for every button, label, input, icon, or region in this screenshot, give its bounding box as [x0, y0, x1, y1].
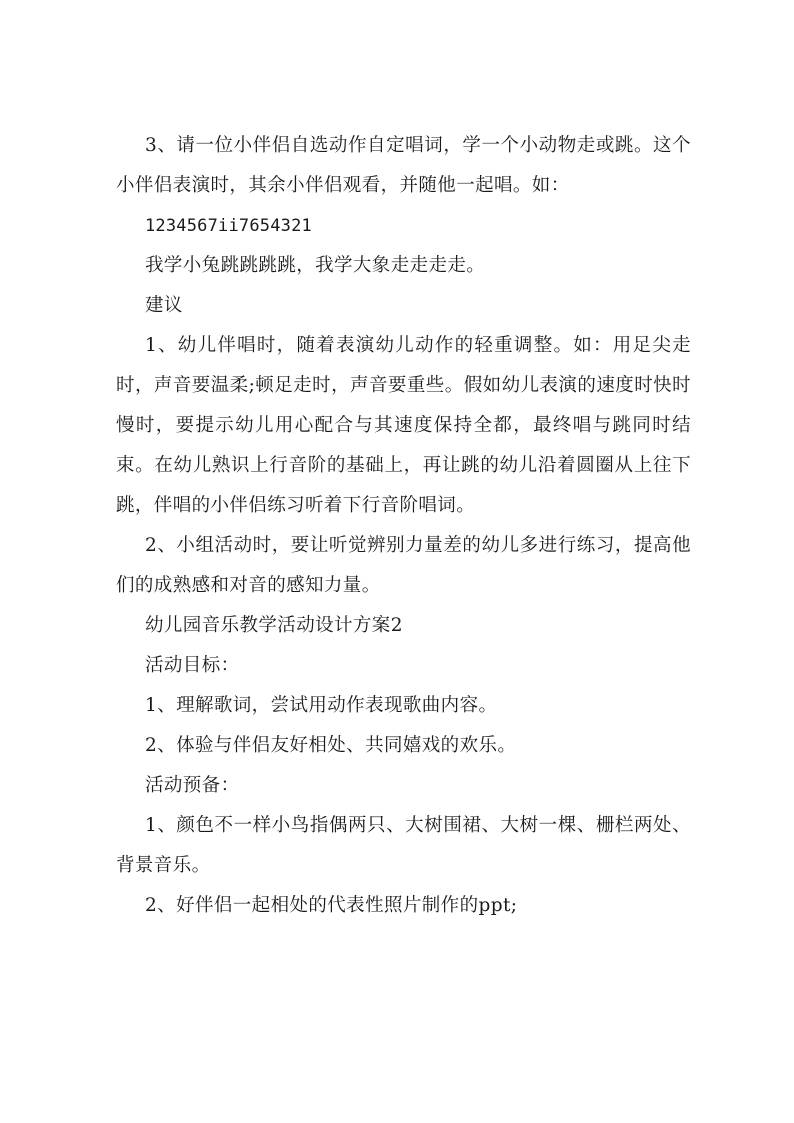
- paragraph-notation: 1234567ii7654321: [145, 216, 312, 236]
- paragraph-suggestion-1: 1、幼儿伴唱时，随着表演幼儿动作的轻重调整。如：用足尖走时，声音要温柔;顿足走时，声音要重些。假如幼儿表演的速度时快时慢时，要提示幼儿用心配合与其速度保持全都，最终唱与跳同时结束。在幼儿熟识上行音阶的基础上，再让跳的幼儿沿着圆圈从上往下跳，伴唱的小伴侣练习听着下行音阶唱词。: [116, 335, 691, 516]
- heading-suggestions: 建议: [145, 295, 183, 316]
- document-body: [116, 126, 691, 926]
- paragraph-objective-2: 2、体验与伴侣友好相处、共同嬉戏的欢乐。: [145, 735, 517, 756]
- paragraph-objective-1: 1、理解歌词，尝试用动作表现歌曲内容。: [145, 695, 498, 716]
- paragraph-suggestion-2: 2、小组活动时，要让听觉辨别力量差的幼儿多进行练习，提高他们的成熟感和对音的感知力量。: [116, 535, 691, 596]
- paragraph-preparation-2: 2、好伴侣一起相处的代表性照片制作的ppt;: [145, 895, 518, 916]
- paragraph-lyrics: 我学小兔跳跳跳跳，我学大象走走走走。: [145, 255, 486, 276]
- heading-preparation: 活动预备：: [145, 775, 240, 796]
- paragraph-activity-3: 3、请一位小伴侣自选动作自定唱词，学一个小动物走或跳。这个小伴侣表演时，其余小伴侣观看，并随他一起唱。如：: [116, 135, 691, 196]
- heading-plan-2: 幼儿园音乐教学活动设计方案2: [145, 615, 403, 636]
- heading-objectives: 活动目标：: [145, 655, 240, 676]
- paragraph-preparation-1: 1、颜色不一样小鸟指偶两只、大树围裙、大树一棵、栅栏两处、背景音乐。: [116, 815, 691, 876]
